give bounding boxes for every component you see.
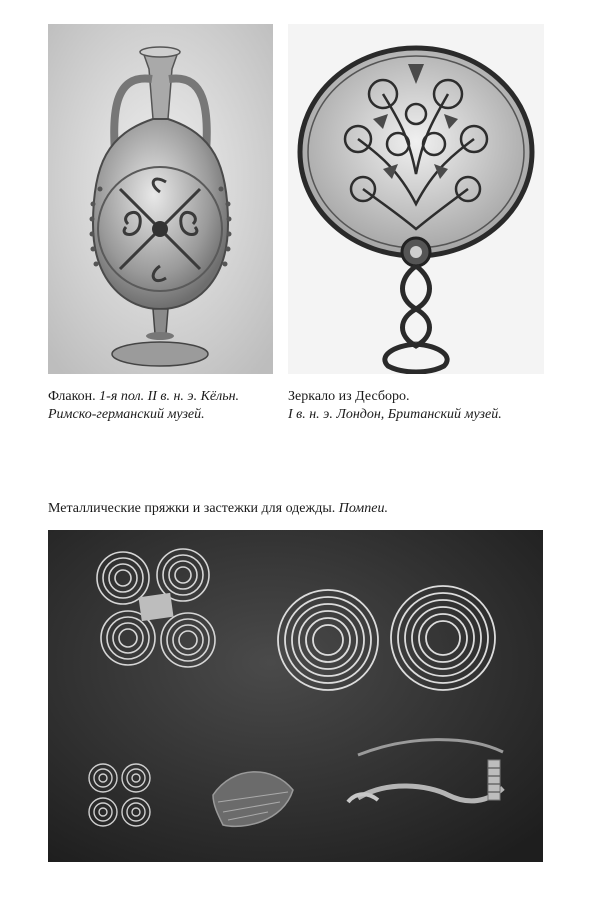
flask-caption-date: 1-я пол. II в. н. э. Кёльн. [99,389,240,404]
mirror-caption-museum: I в. н. э. Лондон, Британский музей. [288,407,502,422]
mirror-caption [288,388,502,424]
buckles-photo [48,530,543,862]
flask-photo [48,24,273,374]
buckles-caption-place: Помпеи. [338,501,388,516]
flask-caption [48,388,239,424]
buckles-caption [48,500,388,518]
flask-caption-museum: Римско-германский музей. [48,407,205,422]
mirror-photo [288,24,544,374]
flask-caption-title: Флакон. [48,389,96,404]
buckles-caption-title: Металлические пряжки и застежки для одежды. [48,501,336,516]
mirror-caption-title: Зеркало из Десборо. [288,389,410,404]
